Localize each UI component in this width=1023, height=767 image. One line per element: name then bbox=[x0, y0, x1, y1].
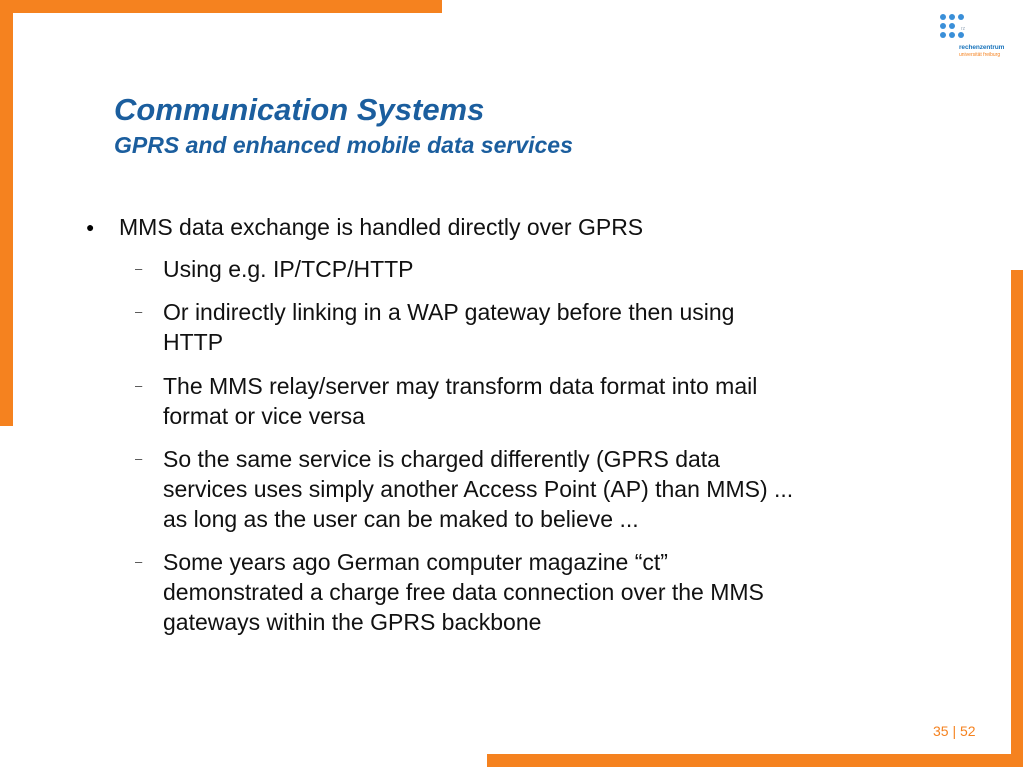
sub-bullet-line: as long as the user can be maked to believe ... bbox=[163, 506, 639, 532]
dash-icon: – bbox=[135, 451, 143, 466]
slide-title: Communication Systems bbox=[114, 92, 485, 127]
dash-icon: – bbox=[135, 554, 143, 569]
bullet-icon: ● bbox=[86, 219, 95, 235]
logo-subtitle: universität freiburg bbox=[959, 52, 1001, 58]
sub-bullet-line: services uses simply another Access Point (AP) than MMS) ... bbox=[163, 476, 794, 502]
dash-icon: – bbox=[135, 261, 143, 276]
sub-bullet-line: HTTP bbox=[163, 329, 224, 355]
sub-bullet-line: The MMS relay/server may transform data format into mail bbox=[163, 373, 758, 399]
sub-bullet-line: gateways within the GPRS backbone bbox=[163, 609, 542, 635]
dash-icon: – bbox=[135, 304, 143, 319]
sub-bullet-line: Using e.g. IP/TCP/HTTP bbox=[163, 256, 414, 282]
dash-icon: – bbox=[135, 378, 143, 393]
sub-bullet bbox=[135, 371, 963, 431]
sub-bullet-line: So the same service is charged differently (GPRS data bbox=[163, 446, 720, 472]
sub-bullet bbox=[135, 444, 963, 534]
main-bullet-text: MMS data exchange is handled directly over GPRS bbox=[119, 214, 644, 240]
rz-dots-logo-icon bbox=[940, 14, 970, 44]
sub-bullet-line: format or vice versa bbox=[163, 403, 365, 429]
slide-subtitle: GPRS and enhanced mobile data services bbox=[114, 132, 573, 158]
left-accent-bar bbox=[0, 0, 13, 426]
top-accent-bar bbox=[0, 0, 442, 13]
bottom-accent-bar bbox=[487, 754, 1023, 767]
sub-bullet bbox=[135, 254, 963, 284]
sub-bullet bbox=[135, 547, 963, 637]
sub-bullet bbox=[135, 297, 963, 357]
sub-bullet-line: Or indirectly linking in a WAP gateway before then using bbox=[163, 299, 735, 325]
sub-bullet-line: Some years ago German computer magazine “ct” bbox=[163, 549, 668, 575]
sub-bullet-line: demonstrated a charge free data connection over the MMS bbox=[163, 579, 764, 605]
logo-name: rechenzentrum bbox=[959, 44, 1005, 51]
logo-small-text: rz bbox=[961, 26, 966, 32]
rechenzentrum-logo bbox=[940, 14, 1005, 64]
right-accent-bar bbox=[1011, 270, 1023, 767]
main-bullet bbox=[86, 212, 644, 242]
page-number: 35 | 52 bbox=[933, 723, 976, 739]
